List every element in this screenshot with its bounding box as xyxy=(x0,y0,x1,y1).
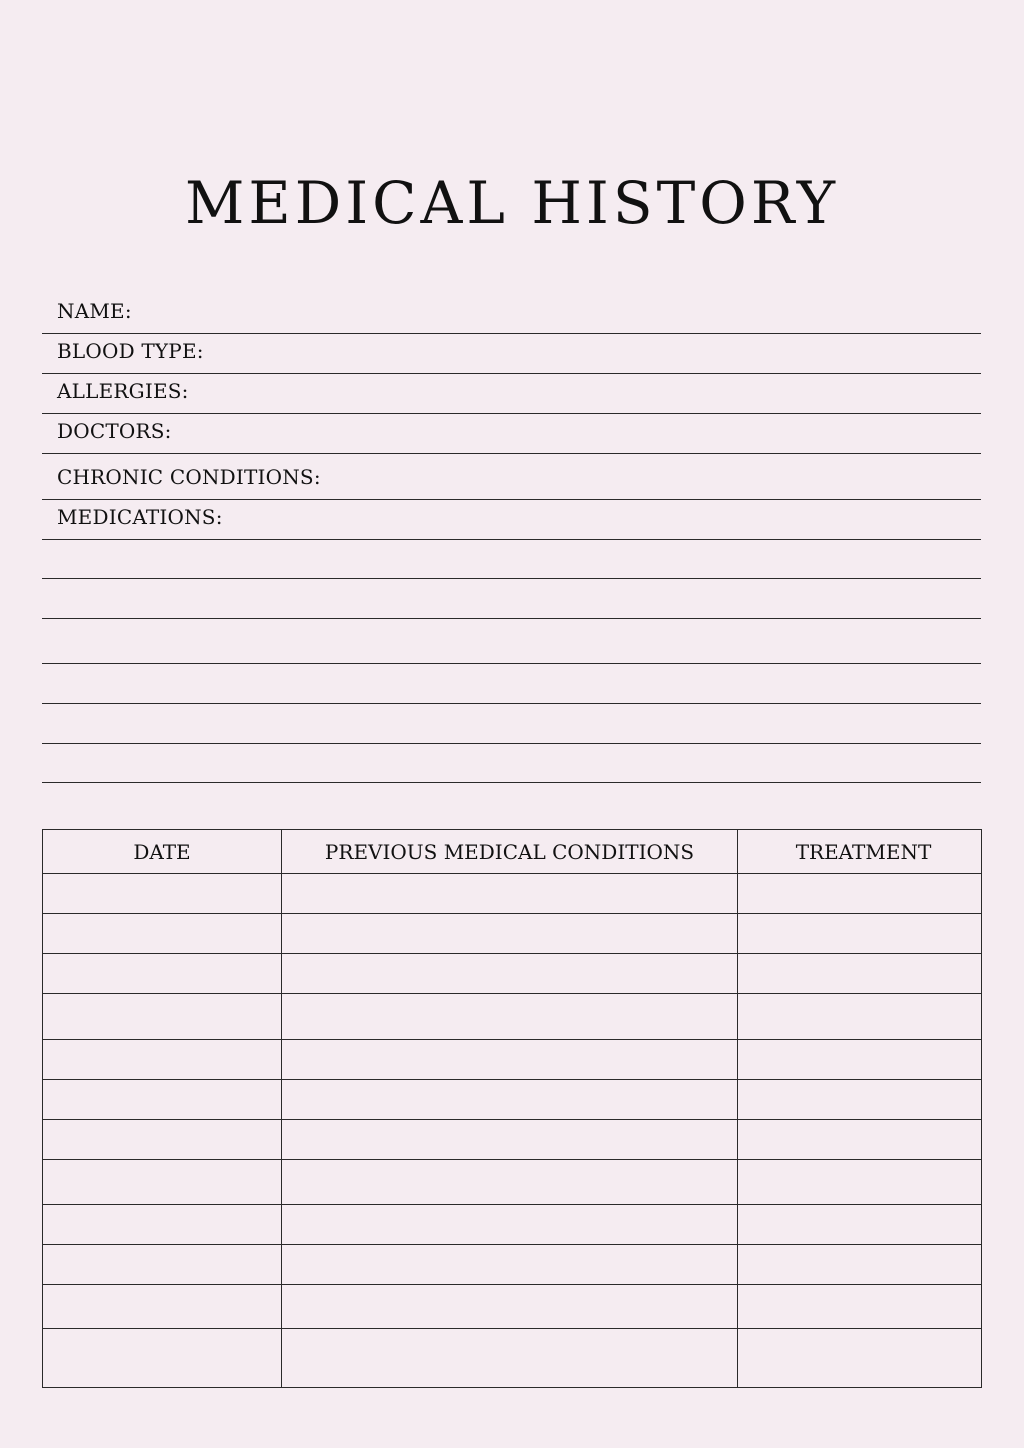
allergies-label: ALLERGIES: xyxy=(57,379,189,403)
table-row xyxy=(43,954,982,994)
table-row xyxy=(43,1040,982,1080)
doctors-label: DOCTORS: xyxy=(57,419,172,443)
previous-condition-cell[interactable] xyxy=(282,1080,738,1120)
writing-line[interactable] xyxy=(42,743,981,744)
table-row xyxy=(43,994,982,1040)
blood-type-field[interactable] xyxy=(42,334,981,374)
medical-history-table xyxy=(42,829,982,1388)
previous-condition-cell[interactable] xyxy=(282,1205,738,1245)
table-row xyxy=(43,1080,982,1120)
blood-type-label: BLOOD TYPE: xyxy=(57,339,204,363)
table-row xyxy=(43,874,982,914)
name-field[interactable] xyxy=(42,280,981,334)
previous-condition-cell[interactable] xyxy=(282,954,738,994)
table-row xyxy=(43,1120,982,1160)
writing-line[interactable] xyxy=(42,782,981,783)
previous-condition-cell[interactable] xyxy=(282,1285,738,1329)
treatment-cell[interactable] xyxy=(738,1080,982,1120)
previous-condition-cell[interactable] xyxy=(282,994,738,1040)
treatment-cell[interactable] xyxy=(738,874,982,914)
date-cell[interactable] xyxy=(43,1040,282,1080)
treatment-cell[interactable] xyxy=(738,1205,982,1245)
date-cell[interactable] xyxy=(43,1120,282,1160)
table-row xyxy=(43,1285,982,1329)
treatment-cell[interactable] xyxy=(738,1329,982,1388)
treatment-cell[interactable] xyxy=(738,1160,982,1205)
previous-condition-cell[interactable] xyxy=(282,1160,738,1205)
previous-conditions-header: PREVIOUS MEDICAL CONDITIONS xyxy=(282,830,738,874)
date-cell[interactable] xyxy=(43,1160,282,1205)
date-cell[interactable] xyxy=(43,954,282,994)
previous-condition-cell[interactable] xyxy=(282,1329,738,1388)
table-row xyxy=(43,1245,982,1285)
table-row xyxy=(43,1329,982,1388)
name-label: NAME: xyxy=(57,299,132,323)
date-cell[interactable] xyxy=(43,1329,282,1388)
date-cell[interactable] xyxy=(43,914,282,954)
previous-condition-cell[interactable] xyxy=(282,1040,738,1080)
treatment-cell[interactable] xyxy=(738,1040,982,1080)
previous-condition-cell[interactable] xyxy=(282,914,738,954)
previous-condition-cell[interactable] xyxy=(282,1245,738,1285)
table-row xyxy=(43,1205,982,1245)
table-header-row xyxy=(43,830,982,874)
writing-line[interactable] xyxy=(42,663,981,664)
date-cell[interactable] xyxy=(43,994,282,1040)
allergies-field[interactable] xyxy=(42,374,981,414)
medications-field[interactable] xyxy=(42,500,981,540)
page-title: MEDICAL HISTORY xyxy=(185,169,839,237)
medications-label: MEDICATIONS: xyxy=(57,505,223,529)
table-row xyxy=(43,914,982,954)
treatment-cell[interactable] xyxy=(738,914,982,954)
treatment-cell[interactable] xyxy=(738,994,982,1040)
date-header: DATE xyxy=(43,830,282,874)
date-cell[interactable] xyxy=(43,1245,282,1285)
date-cell[interactable] xyxy=(43,1205,282,1245)
date-cell[interactable] xyxy=(43,1285,282,1329)
date-cell[interactable] xyxy=(43,874,282,914)
writing-line[interactable] xyxy=(42,703,981,704)
writing-line[interactable] xyxy=(42,578,981,579)
treatment-header: TREATMENT xyxy=(738,830,982,874)
previous-condition-cell[interactable] xyxy=(282,1120,738,1160)
writing-line[interactable] xyxy=(42,618,981,619)
table-row xyxy=(43,1160,982,1205)
doctors-field[interactable] xyxy=(42,414,981,454)
treatment-cell[interactable] xyxy=(738,954,982,994)
treatment-cell[interactable] xyxy=(738,1245,982,1285)
chronic-conditions-label: CHRONIC CONDITIONS: xyxy=(57,465,321,489)
chronic-conditions-field[interactable] xyxy=(42,454,981,500)
previous-condition-cell[interactable] xyxy=(282,874,738,914)
treatment-cell[interactable] xyxy=(738,1120,982,1160)
date-cell[interactable] xyxy=(43,1080,282,1120)
treatment-cell[interactable] xyxy=(738,1285,982,1329)
